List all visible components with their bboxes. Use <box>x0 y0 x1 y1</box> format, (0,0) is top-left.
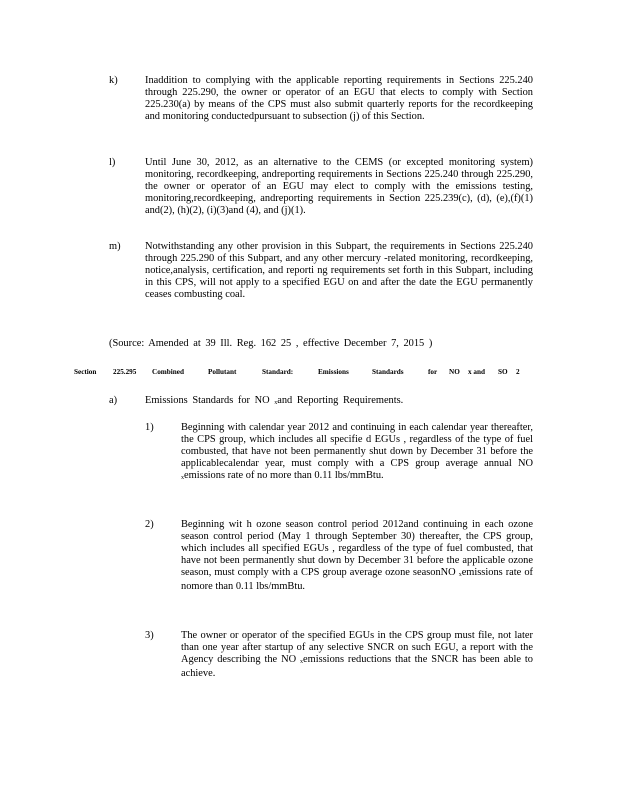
subsection-a-heading <box>145 395 533 409</box>
item-l-label: l) <box>109 157 116 168</box>
subscript: x <box>181 475 184 481</box>
section-title-word: for <box>428 368 438 376</box>
heading-subscript: x <box>274 400 278 406</box>
subitem-text: emissions rate of no more than 0.11 lbs/mmBtu. <box>184 470 384 481</box>
section-word: Section <box>74 368 97 376</box>
section-title-word: Combined <box>152 368 184 376</box>
item-k-label: k) <box>109 75 118 86</box>
item-m-text: Notwithstanding any other provision in this Subpart, the requirements in Sections 225.240 through 225.290 of this Subpart, and any other mercury -related monitoring, recordkeeping, notice,analysis, certification, and reporti ng requirements set forth in this Subpart, including in this CPS, will not apply to a specified EGU on and after the date the EGU permanently ceases combusting coal. <box>145 241 533 300</box>
section-number: 225.295 <box>113 368 137 376</box>
section-title-word: Standards <box>372 368 404 376</box>
section-title-word: 2 <box>516 368 520 376</box>
subitem-text: The owner or operator of the specified EGUs in the CPS group must file, not later than one year after startup of any selective SNCR on such EGU, a report with the Agency describing the NO <box>181 630 533 665</box>
subitem-3-label: 3) <box>145 630 154 641</box>
item-l-text: Until June 30, 2012, as an alternative to the CEMS (or excepted monitoring system) monitoring, recordkeeping, andreporting requirements in Sections 225.240 through 225.290, the owner or operator of an EGU may elect to comply with the emissions testing, monitoring,recordkeeping, andreporting requirements in Section 225.239(c), (d), (e),(f)(1) and(2), (h)(2), (i)(3)and (4), and (j)(1). <box>145 157 533 216</box>
item-k-text: Inaddition to complying with the applicable reporting requirements in Sections 225.240 through 225.290, the owner or operator of an EGU that elects to comply with Section 225.230(a) by means of the CPS must also submit quarterly reports for the recordkeeping and monitoring conductedpursuant to subsection (j) of this Section. <box>145 75 533 122</box>
subitem-3-text <box>181 630 533 680</box>
subsection-a-label: a) <box>109 395 118 406</box>
subitem-text: Beginning with calendar year 2012 and continuing in each calendar year thereafter, the CPS group, which includes all specifie d EGUs , regardless of the type of fuel combusted, that have not been permanently shut down by December 31 before the applicablecalendar year, must comply with a CPS group average annual NO <box>181 422 533 469</box>
section-title-word: NO <box>449 368 460 376</box>
subscript: x <box>300 659 304 665</box>
subitem-2-text <box>181 519 533 593</box>
subscript: x <box>458 572 462 578</box>
item-m-label: m) <box>109 241 121 252</box>
subitem-1-label: 1) <box>145 422 154 433</box>
subitem-text: emissions reductions that the SNCR has been able to achieve. <box>181 654 533 679</box>
section-title-word: Standard: <box>262 368 294 376</box>
subitem-2-label: 2) <box>145 519 154 530</box>
heading-text: Emissions Standards for NO <box>145 395 275 406</box>
subitem-1-text <box>181 422 533 484</box>
heading-text: and Reporting Requirements. <box>277 395 404 406</box>
section-title-word: SO <box>498 368 508 376</box>
subitem-text: Beginning wit h ozone season control period 2012and continuing in each ozone season control period (May 1 through September 30) thereafter, the CPS group, which includes all specified EGUs , regardless of the type of fuel combusted, that have not been permanently shut down by December 31 before the applicable ozone season, must comply with a CPS group average ozone seasonNO <box>181 519 533 578</box>
section-title-word: Pollutant <box>208 368 237 376</box>
section-heading <box>74 366 534 378</box>
section-title-word: Emissions <box>318 368 349 376</box>
source-note: (Source: Amended at 39 Ill. Reg. 162 25 , effective December 7, 2015 ) <box>109 338 433 349</box>
subitem-text: emissions rate of nomore than 0.11 lbs/mmBtu. <box>181 567 533 592</box>
section-title-word: x and <box>468 368 485 376</box>
